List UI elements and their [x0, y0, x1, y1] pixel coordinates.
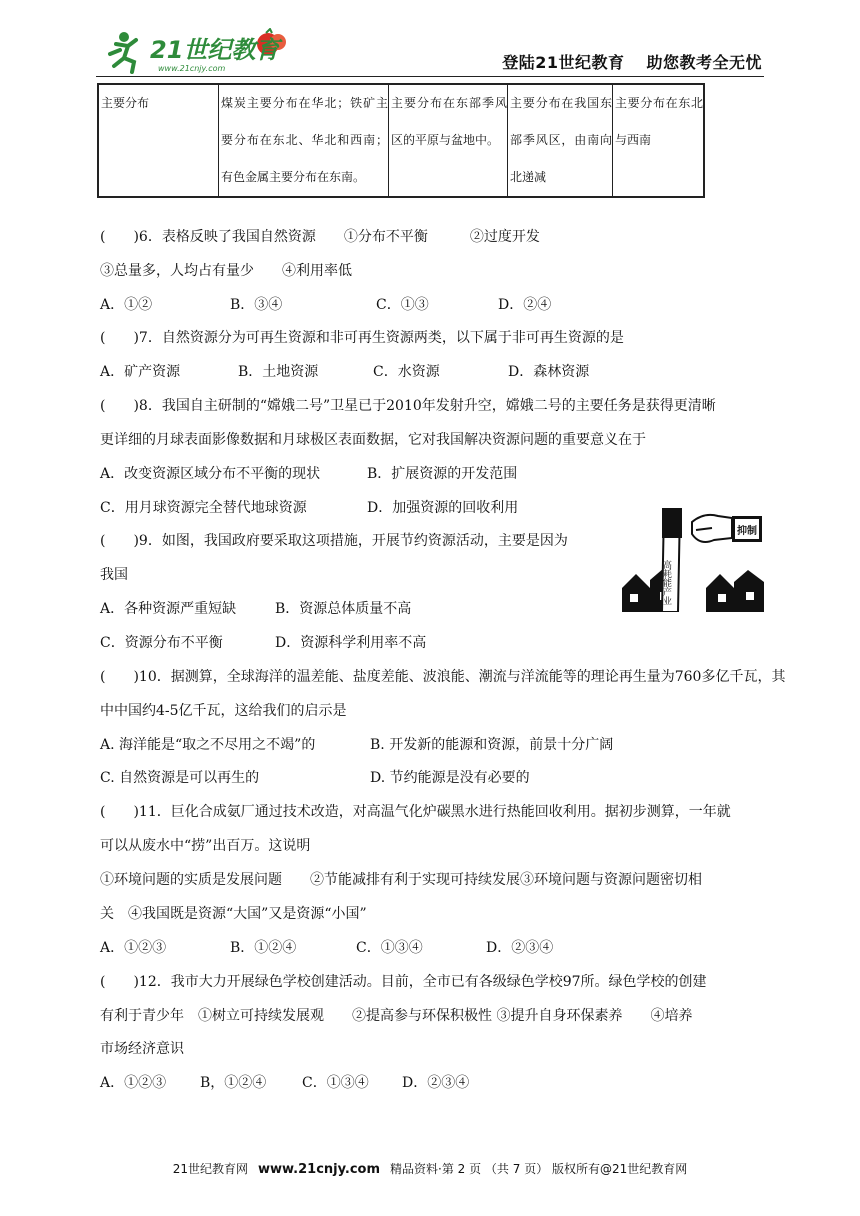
question-8-options-2 [100, 497, 518, 517]
option-c: C．用月球资源完全替代地球资源 [100, 500, 307, 516]
page-footer [0, 1160, 860, 1177]
slogan-login: 登陆21世纪教育 [502, 53, 625, 72]
question-9-options-1 [100, 598, 411, 618]
question-6-stem-2: ③总量多，人均占有量少 ④利用率低 [100, 263, 352, 279]
svg-text:抑制: 抑制 [737, 526, 757, 537]
option-c: C．①③ [376, 297, 429, 313]
option-c: C．①③④ [302, 1075, 369, 1091]
option-c: C．资源分布不平衡 [100, 635, 223, 651]
header-slogan [502, 50, 762, 73]
option-a: A．①②③ [100, 940, 167, 956]
resource-distribution-table [97, 83, 705, 198]
option-a: A．各种资源严重短缺 [100, 601, 237, 617]
question-12-options [100, 1072, 469, 1092]
question-8-options-1 [100, 463, 517, 483]
option-d: D．加强资源的回收利用 [367, 500, 519, 516]
question-8-stem-2: 更详细的月球表面影像数据和月球极区表面数据，它对我国解决资源问题的重要意义在于 [100, 432, 646, 448]
question-12-stem: ( )12．我市大力开展绿色学校创建活动。目前，全市已有各级绿色学校97所。绿色学校的创建 [100, 974, 707, 990]
table-cell: 主要分布在我国东部季风区，由南向北递减 [508, 84, 613, 197]
question-11-options [100, 937, 553, 957]
question-11-stem: ( )11．巨化合成氨厂通过技术改造，对高温气化炉碳黑水进行热能回收利用。据初步测算，一年就 [100, 804, 731, 820]
option-a: A．矿产资源 [100, 364, 181, 380]
option-d: D．②③④ [486, 940, 554, 956]
option-b: B．土地资源 [238, 364, 319, 380]
question-7-options [100, 361, 589, 381]
question-11-stem-3: ①环境问题的实质是发展问题 ②节能减排有利于实现可持续发展③环境问题与资源问题密切相 [100, 872, 702, 888]
option-c: C. 自然资源是可以再生的 [100, 770, 260, 786]
site-logo [106, 28, 296, 74]
question-12-stem-2: 有利于青少年 ①树立可持续发展观 ②提高参与环保积极性 ③提升自身环保素养 ④培养 [100, 1008, 693, 1024]
question-7-stem: ( )7．自然资源分为可再生资源和非可再生资源两类，以下属于非可再生资源的是 [100, 330, 624, 346]
question-12-stem-3: 市场经济意识 [100, 1041, 184, 1057]
table-cell: 煤炭主要分布在华北；铁矿主要分布在东北、华北和西南；有色金属主要分布在东南。 [219, 84, 389, 197]
option-a: A. 海洋能是“取之不尽用之不竭”的 [100, 737, 316, 753]
option-c: C．水资源 [373, 364, 440, 380]
option-d: D．②③④ [402, 1075, 470, 1091]
question-6-options [100, 294, 551, 314]
question-11-stem-4: 关 ④我国既是资源“大国”又是资源“小国” [100, 906, 367, 922]
option-d: D. 节约能源是没有必要的 [370, 770, 530, 786]
question-10-stem-2: 中中国约4-5亿千瓦，这给我们的启示是 [100, 703, 347, 719]
option-b: B，①②④ [200, 1075, 267, 1091]
option-b: B．③④ [230, 297, 283, 313]
question-9-stem: ( )9．如图，我国政府要采取这项措施，开展节约资源活动，主要是因为 [100, 533, 568, 549]
question-8-stem: ( )8．我国自主研制的“嫦娥二号”卫星已于2010年发射升空，嫦娥二号的主要任务是获得更清晰 [100, 398, 716, 414]
table-row [98, 84, 704, 197]
option-d: D．资源科学利用率不高 [275, 635, 427, 651]
question-9-stem-2: 我国 [100, 567, 128, 583]
option-a: A．①②③ [100, 1075, 167, 1091]
slogan-motto: 助您教考全无忧 [646, 53, 762, 72]
energy-saving-cartoon [622, 508, 764, 612]
option-b: B. 开发新的能源和资源，前景十分广阔 [370, 737, 614, 753]
question-9-options-2 [100, 632, 426, 652]
table-cell: 主要分布 [98, 84, 219, 197]
table-cell: 主要分布在东北与西南 [613, 84, 705, 197]
footer-url-link[interactable]: www.21cnjy.com [257, 1162, 381, 1177]
svg-text:www.21cnjy.com: www.21cnjy.com [158, 64, 226, 73]
option-c: C．①③④ [356, 940, 423, 956]
table-cell: 主要分布在东部季风区的平原与盆地中。 [389, 84, 508, 197]
question-10-stem: ( )10．据测算，全球海洋的温差能、盐度差能、波浪能、潮流与洋流能等的理论再生量为760多亿千瓦，其 [100, 669, 786, 685]
question-10-options-1 [100, 734, 613, 754]
question-10-options-2 [100, 767, 530, 787]
option-a: A．改变资源区域分布不平衡的现状 [100, 466, 321, 482]
footer-page-info: 精品资料·第 2 页 （共 7 页） 版权所有@21世纪教育网 [390, 1162, 688, 1176]
option-b: B．①②④ [230, 940, 297, 956]
option-a: A．①② [100, 297, 153, 313]
svg-text:21世纪教育: 21世纪教育 [150, 36, 280, 64]
option-d: D．森林资源 [508, 364, 590, 380]
option-b: B．资源总体质量不高 [275, 601, 412, 617]
page-header [96, 22, 764, 77]
question-6-stem: ( )6．表格反映了我国自然资源 ①分布不平衡 ②过度开发 [100, 229, 540, 245]
footer-site-name: 21世纪教育网 [172, 1162, 248, 1176]
svg-text:高耗能产业: 高耗能产业 [661, 560, 671, 605]
option-b: B．扩展资源的开发范围 [367, 466, 518, 482]
question-11-stem-2: 可以从废水中“捞”出百万。这说明 [100, 838, 311, 854]
running-man-icon [110, 32, 136, 72]
option-d: D．②④ [498, 297, 552, 313]
